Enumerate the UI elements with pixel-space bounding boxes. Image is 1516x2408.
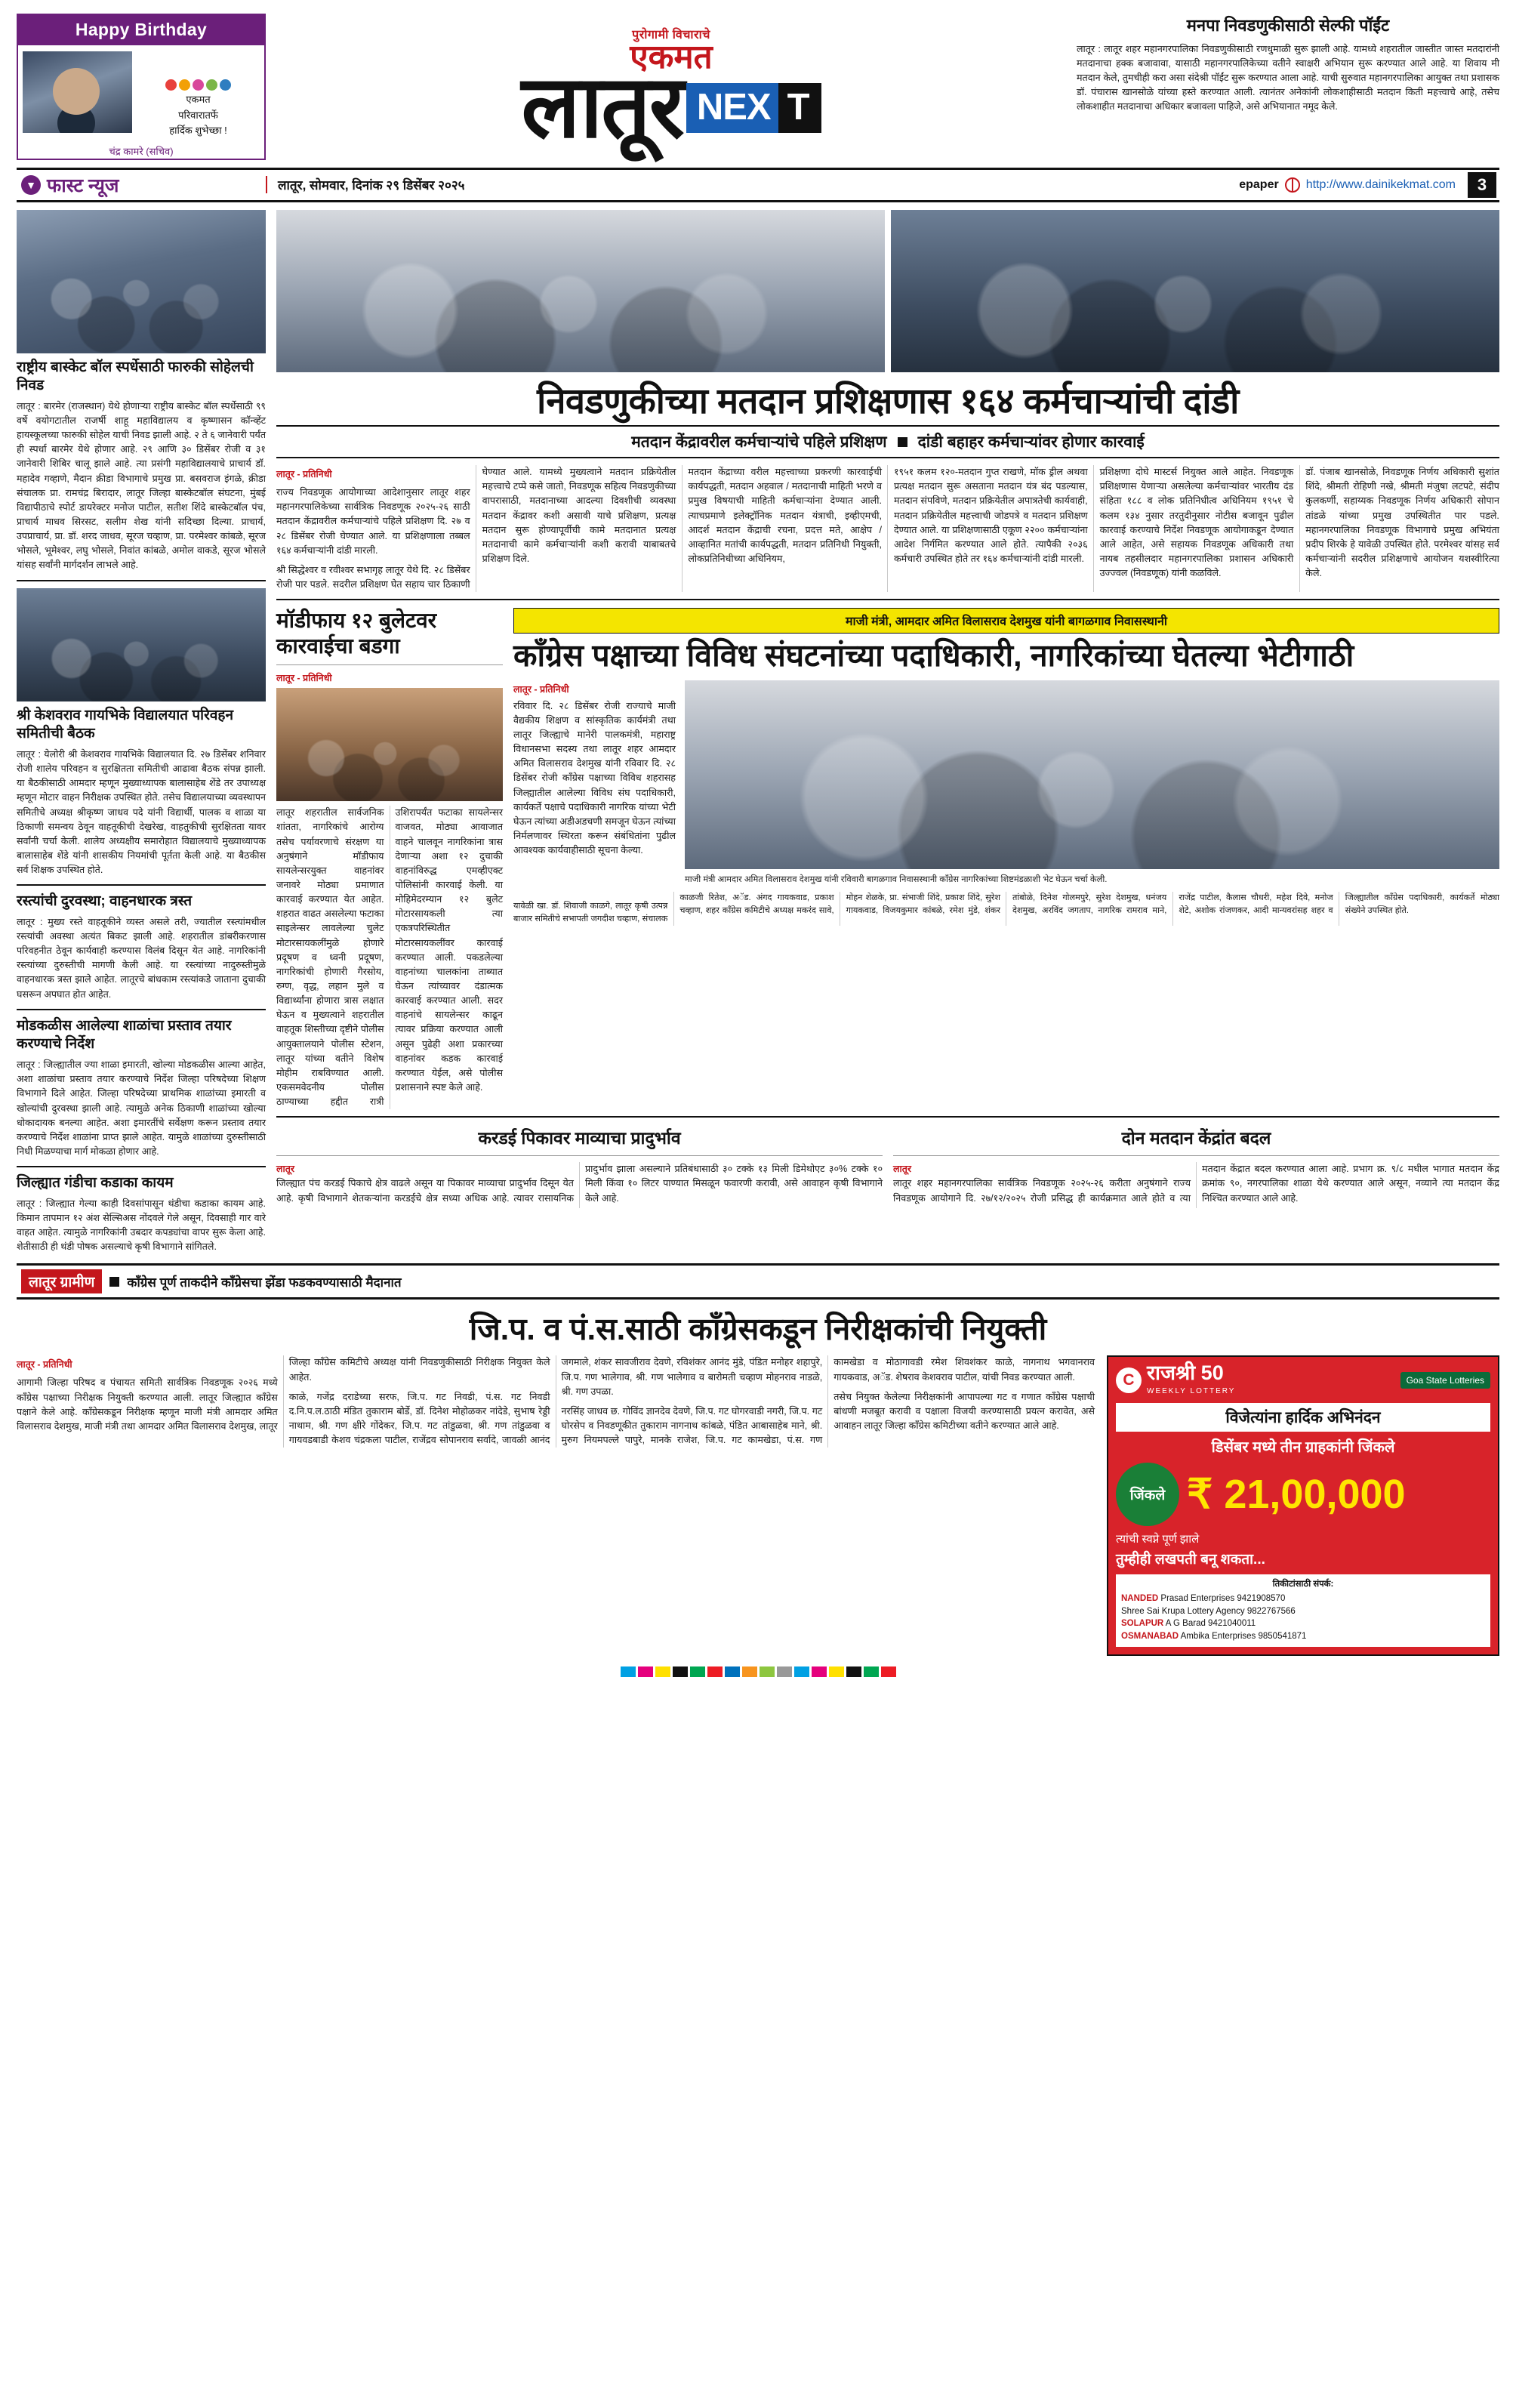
selfie-headline: मनपा निवडणुकीसाठी सेल्फी पॉईंट xyxy=(1186,16,1390,35)
left-column xyxy=(17,210,266,1255)
registration-mark-13 xyxy=(829,1666,844,1677)
karadai-byline: लातूर xyxy=(276,1164,294,1175)
lead-photo-strip xyxy=(276,210,1499,372)
registration-mark-6 xyxy=(707,1666,723,1677)
registration-mark-16 xyxy=(881,1666,896,1677)
lottery-contact-4: Ambika Enterprises 9850541871 xyxy=(1180,1632,1307,1642)
lead-para-1: राज्य निवडणूक आयोगाच्या आदेशानुसार लातूर शहर महानगरपालिकेच्या सार्वत्रिक निवडणूक २०२५-२६ साठी मतदान केंद्रावरील कर्मचाऱ्यांचे पहिले प्रशिक्षण दि. २७ व २८ डिसेंबर रोजी घेण्यात आले. या प्रशिक्षणाला तब्बल १६४ कर्मचाऱ्यांनी दांडी मारली. xyxy=(276,487,470,556)
lottery-contact-1: Prasad Enterprises 9421908570 xyxy=(1160,1594,1286,1604)
congress-names xyxy=(513,892,1499,926)
lottery-brand-icon: C xyxy=(1116,1367,1142,1393)
birthday-caption: चंद्र कामरे (सचिव) xyxy=(109,145,174,157)
congress-headline: काँग्रेस पक्षाच्या विविध संघटनांच्या पदाधिकारी, नागरिकांच्या घेतल्या भेटीगाठी xyxy=(513,638,1354,674)
lottery-win-badge: जिंकले xyxy=(1116,1463,1179,1526)
polling-center-headline: दोन मतदान केंद्रांत बदल xyxy=(1121,1128,1271,1149)
lead-subhead xyxy=(276,425,1499,458)
brand-logo xyxy=(273,14,1069,160)
lead-para-2: श्री सिद्धेश्वर व रवीश्वर सभागृह लातूर येथे दि. २८ डिसेंबर रोजी पार पडले. सदरील प्रशिक्षण घेत सहाय चार ठिकाणी घेण्यात आले. यामध्ये मुख्यत्वाने मतदान प्रक्रियेतील महत्त्वाचे टप्पे कसे जातो, निवडणूक सहित्य निवडणुकीच्या वापरासाठी, मतदानाच्या आदल्या दिवशीची व्यवस्था मतदान केंद्रावर कशी असावी याचे प्रशिक्षण, प्रत्यक्ष मतदान सुरू होण्यापूर्वीची कामे मतदानात प्रत्यक्ष मतदानाची कामे कर्मचाऱ्यांनी कशी करावी याबाबतचे प्रशिक्षण दिले. xyxy=(276,467,676,590)
next-badge xyxy=(686,81,821,135)
gramin-body xyxy=(17,1355,1095,1448)
lottery-contact-title: तिकीटांसाठी संपर्क: xyxy=(1272,1580,1334,1589)
birthday-box xyxy=(17,14,266,160)
next-badge-blue: NEX xyxy=(686,83,778,133)
square-bullet-icon xyxy=(898,437,907,447)
registration-mark-2 xyxy=(638,1666,653,1677)
lead-subhead-right: दांडी बहाहर कर्मचाऱ्यांवर होणार कारवाई xyxy=(917,433,1145,452)
left-body-5: लातूर : जिल्ह्यात गेल्या काही दिवसांपासून थंडीचा कडाका कायम आहे. किमान तापमान १२ अंश सेल्सिअस नोंदवले गेले असून, दिवसाही गार वारे वाहत आहेत. त्यामुळे नागरिकांनी उबदार कपड्यांचा वापर सुरू केला आहे. शेतीसाठी ही थंडी पोषक असल्याचे कृषी विभागाने सांगितले. xyxy=(17,1198,266,1253)
fast-news-label xyxy=(17,172,266,198)
lottery-congrats-line: विजेत्यांना हार्दिक अभिनंदन xyxy=(1116,1403,1490,1432)
next-badge-x: T xyxy=(778,83,821,133)
lottery-brand-sub: WEEKLY LOTTERY xyxy=(1147,1387,1236,1396)
karadai-body-cols xyxy=(276,1162,883,1208)
birthday-wish-line3: हार्दिक शुभेच्छा ! xyxy=(169,125,227,137)
lead-headline: निवडणुकीच्या मतदान प्रशिक्षणास १६४ कर्मचाऱ्यांची दांडी xyxy=(537,380,1239,421)
polling-center-byline: लातूर xyxy=(893,1164,911,1175)
karadai-headline: करडई पिकावर माव्याचा प्रादुर्भाव xyxy=(478,1128,681,1149)
congress-names-text: यावेळी खा. डॉ. शिवाजी काळगे, लातूर कृषी उत्पन्न बाजार समितीचे सभापती जगदीश चव्हाण, संचालक काळजी रितेश, अॅड. अंगद गायकवाड, प्रकाश चव्हाण, शहर काँग्रेस कमिटीचे अध्यक्ष मकरंद सावे, मोहन शेळके, प्रा. संभाजी शिंदे, प्रकाश शिंदे, सुरेश गायकवाड, विजयकुमार कांबळे, रमेश मुंडे, शंकर तांबोळे, दिनेश गोलमपुरे, सुरेश देशमुख, धनंजय देशमुख, अरविंद जगताप, नागरिक रामराव माने, राजेंद्र पाटील, कैलास चौधरी, महेश दिवे, मनोज शेटे, अशोक रांजणकर, आदी मान्यवरांसह शहर व जिल्ह्यातील काँग्रेस पदाधिकारी, कार्यकर्ते मोठ्या संख्येने उपस्थित होते. xyxy=(513,893,1499,924)
left-headline-4: मोडकळीस आलेल्या शाळांचा प्रस्ताव तयार करण्याचे निर्देश xyxy=(17,1017,232,1053)
goa-state-lotteries-badge: Goa State Lotteries xyxy=(1400,1372,1490,1389)
lead-subhead-left: मतदान केंद्रावरील कर्मचाऱ्यांचे पहिले प्रशिक्षण xyxy=(631,433,887,452)
registration-marks xyxy=(17,1666,1499,1682)
left-headline-5: जिल्ह्यात गंडीचा कडाका कायम xyxy=(17,1175,174,1192)
lottery-contact-3: A G Barad 9421040011 xyxy=(1165,1619,1256,1629)
lottery-subline: डिसेंबर मध्ये तीन ग्राहकांनी जिंकले xyxy=(1211,1439,1395,1457)
epaper-label: epaper xyxy=(1239,177,1279,191)
square-bullet-icon-2 xyxy=(109,1277,119,1287)
lead-byline: लातूर - प्रतिनिधी xyxy=(276,469,332,480)
registration-mark-1 xyxy=(621,1666,636,1677)
registration-mark-11 xyxy=(794,1666,809,1677)
brand-ekmat: एकमत xyxy=(630,39,713,76)
left-photo-1 xyxy=(17,210,266,353)
lottery-advertisement[interactable] xyxy=(1107,1355,1499,1655)
lead-body xyxy=(276,465,1499,592)
birthday-wish-line1: एकमत xyxy=(186,94,211,105)
gramin-para-3: नरसिंह जाधव छ. गोविंद ज्ञानदेव देवणे, जि.प. गट घोगरवाडी नगरी, जि.प. गट घोरसेप व निवडणूकीत तुकाराम नागनाथ कांबळे, पंडित आबासाहेब माने, श्री. मुरुग नियमपल्ले पापुरे, मानके राजेश, जि.प. गट कामखेडा, पं.स. गण कामखेडा व मोठागावडी रमेश शिवशंकर काळे, नागनाथ भगवानराव गायकवाड, अॅड. शेषराव केशवराव पाटील, यांची निवड करण्यात आली. xyxy=(561,1357,1095,1446)
lottery-city-3: SOLAPUR xyxy=(1121,1619,1164,1629)
lottery-brand-name: राजश्री 50 xyxy=(1147,1361,1224,1385)
polling-center-body: लातूर शहर महानगरपालिका सार्वत्रिक निवडणूक २०२५-२६ करीता अनुषंगाने राज्य निवडणूक आयोगाने दि. २७/१२/२०२५ रोजी प्रसिद्ध ही कार्यक्रमात आले होते व त्या मतदान केंद्रात बदल करण्यात आला आहे. प्रभाग क्र. ९/८ मधील भागात मतदान केंद्र क्रमांक ९०, नगरपालिका शाळा येथे करण्यात आले असून, नव्याने त्या मतदान केंद्र निश्चित करण्यात आले आहे. xyxy=(893,1164,1499,1204)
lead-para-3: मतदान केंद्राच्या वरील महत्त्वाच्या प्रकरणी कारवाईची कार्यपद्धती, मतदान अहवाल / मतदानाची माहिती भरणे व प्रमुख विषयाची माहिती कर्मचाऱ्यांना देण्यात आली. त्याचप्रमाणे इलेक्ट्रॉनिक मतदान यंत्राची, इव्हीएमची, आदर्श मतदान केंद्राची रचना, प्रदत्त मते, आक्षेप / आव्हानित मतांची कार्यपद्धती, मतदान प्रतिनिधी नियुक्ती, लोकप्रतिनिधीच्या अधिनियम, xyxy=(688,467,882,564)
gramin-para-4: तसेच नियुक्त केलेल्या निरीक्षकांनी आपापल्या गट व गणात काँग्रेस पक्षाची बांधणी मजबूत करावी व पक्षाला विजयी करण्यासाठी प्रयत्न करावेत, असे आवाहन लातूर जिल्हा काँग्रेस कमिटीच्या वतीने करण्यात आले आहे. xyxy=(833,1391,1095,1431)
date-strip xyxy=(17,168,1499,202)
modify-photo xyxy=(276,688,503,801)
brand-tagline: पुरोगामी विचाराचे xyxy=(632,29,710,42)
main-column xyxy=(276,210,1499,1255)
lottery-city-4: OSMANABAD xyxy=(1121,1632,1179,1642)
birthday-title: Happy Birthday xyxy=(18,15,264,45)
gramin-byline: लातूर - प्रतिनिधी xyxy=(17,1359,72,1370)
flower-icon xyxy=(137,51,260,91)
gramin-sub: काँग्रेस पूर्ण ताकदीने काँग्रेसचा झेंडा फडकवण्यासाठी मैदानात xyxy=(127,1275,402,1290)
modify-body-cols xyxy=(276,806,503,1109)
birthday-wish-line2: परिवारातर्फे xyxy=(178,109,218,121)
registration-mark-9 xyxy=(760,1666,775,1677)
left-photo-2 xyxy=(17,588,266,701)
masthead xyxy=(17,14,1499,160)
registration-mark-7 xyxy=(725,1666,740,1677)
lead-para-6: डॉ. पंजाब खानसोळे, निवडणूक निर्णय अधिकारी सुशांत शिंदे, श्रीमती रोहिणी नखे, श्रीमती मंजुषा लटपटे, संदीप कुलकर्णी, सहाय्यक निवडणूक निर्णय अधिकारी सोपान तांडळे यांच्या प्रमुख उपस्थितीत पार पडले. महानगरपालिका निवडणूक विभागाचे प्रमुख अभियंता प्रदीप शिरके हे यावेळी उपस्थित होते. परमेश्वर यांसह सर्व कर्मचाऱ्यांनी सदरील प्रशिक्षणाचे आयोजन यशस्वीरित्या केले. xyxy=(1305,467,1499,579)
congress-body: रविवार दि. २८ डिसेंबर रोजी राज्याचे माजी वैद्यकीय शिक्षण व सांस्कृतिक कार्यमंत्री तथा लातूर जिल्ह्याचे मानेरी पालकमंत्री, महाराष्ट्र विधानसभा सदस्य तथा लातूर शहर आमदार अमित विलासराव देशमुख यांनी रविवार दि. २८ डिसेंबर रोजी काँग्रेस पक्षाच्या विविध शहरासह जिल्ह्यातील आलेल्या विविध संघ पदाधिकारी, कार्यकर्ते पक्षाचे पदाधिकारी नागरिक यांच्या भेटी घेऊन त्यांच्या अडीअडचणी समजून घेऊन त्यांच्या निर्मलणावर स्थिरता करून संबंधितांना पुढील आवश्यक कार्यवाहीसाठी सूचना केल्या. xyxy=(513,700,676,856)
gramin-tag: लातूर ग्रामीण xyxy=(21,1269,102,1293)
congress-story xyxy=(513,608,1499,1109)
registration-mark-8 xyxy=(742,1666,757,1677)
lottery-city-1: NANDED xyxy=(1121,1594,1159,1604)
lead-para-5: प्रशिक्षणा दोघे मास्टर्स नियुक्त आले आहेत. निवडणूक प्रशिक्षणास येणाऱ्या असलेल्या कर्मचाऱ्यांवर भारतीय दंड संहिता १८८ व लोक प्रतिनिधीत्व अधिनियम १९५१ चे कलम १३४ नुसार तरतुदीनुसार नोटीस बजावून पुढील कारवाई करण्याचे निर्देश निवडणूक आयोगाकडून देण्यात आले आहेत, असे सहायक निवडणूक अधिकारी तथा नायब तहसीलदार महानगरपालिका प्रशासन अधिकारी उज्ज्वल (निवडणूक) यांनी कळविले. xyxy=(1099,467,1294,579)
modify-headline: मॉडीफाय १२ बुलेटवर कारवाईचा बडगा xyxy=(276,609,437,658)
left-body-1: लातूर : बारमेर (राजस्थान) येथे होणाऱ्या राष्ट्रीय बास्केट बॉल स्पर्धेसाठी ९९ वर्षे वयोगटातील राजर्षी शाहू महाविद्यालय व कृष्णासन कॉन्व्हेंट हायस्कूलच्या फारुकी सोहेल याची निवड झाली आहे. २ ते ६ जानेवारी पर्यंत ही स्पर्धा बारमेर येथे होणार आहे. २९ आणि ३० डिसेंबर रोजी व ३१ जानेवारी शिबिर चालू झाले आहे. त्या प्रसंगी महाविद्यालयाचे प्राचार्य डॉ. महादेव गव्हाणे, मैदान क्रीडा विभागाचे प्रमुख प्रा. बसवराज इंगळे, क्रीडा संचालक प्रा. रामचंद्र बिरादार, लातूर जिल्हा बास्केटबॉल संघटना, मुंबई विद्यापीठाचे स्पोर्ट डायरेक्टर मनोज पाटील, सतीश शिंदे बास्केटबॉल पंच, प्राचार्य माधव सिरसट, सलीम शेख यांनी सदिच्छा दिल्या. प्राचार्य, उपप्राचार्य, प्रा. डॉ. शरद जाधव, सूरज चव्हाण, प्रा. परमेश्वर कांबळे, सूरज भोसले, भूमेश्वर, लघु भोसले, निवांत कांबळे, अमोल वाकडे, सूरज भोसले यांसह सर्वांनी मार्गदर्शन लाभले आहे. xyxy=(17,400,266,571)
modify-body: लातूर शहरातील सार्वजनिक शांतता, नागरिकांचे आरोग्य तसेच पर्यावरणाचे संरक्षण या अनुषंगाने मॉडीफाय सायलेन्सरयुक्त वाहनांवर जनावरे मोठ्या प्रमाणात कारवाई करण्यात येत आहेत. शहरात वाढत असलेल्या फटाका साइलेन्सर लावलेल्या चुलेट मोटारसायकलींमुळे होणारे प्रदूषण व ध्वनी प्रदूषण, नागरिकांची होणारी गैरसोय, रुग्ण, वृद्ध, लहान मुले व विद्यार्थ्यांना होणारा त्रास लक्षात घेऊन व मुख्यत्वाने शहरातील वाहतूक शिस्तीच्या दृष्टीने पोलीस आयुक्तालयाने पोलीस स्टेशन, लातूर यांच्या वतीने विशेष मोहीम राबविण्यात आली. एकसमवेदनीय पोलीस ठाण्याच्या हद्दीत रात्री उशिरापर्यंत फटाका सायलेन्सर वाजवत, मोठ्या आवाजात वाहने चालवून नागरिकांना त्रास देणाऱ्या अशा १२ दुचाकी वाहनांविरुद्ध एमव्हीएक्ट पोलिसांनी कारवाई केली. या मोहिमेदरम्यान १२ बुलेट मोटारसायकली त्या एकत्रपरिस्थितीत मोटारसायकलींवर कारवाई करण्यात आली. पकडलेल्या वाहनांच्या चालकांना ताब्यात घेऊन त्यांच्यावर दंडात्मक कारवाई करण्यात आली. सदर वाहनांचे सायलेन्सर काढून त्यावर प्रक्रिया करण्यात आली असून पुढेही अशा प्रकारच्या वाहनांवर कडक कारवाई करण्यात येईल, असे पोलीस प्रशासनाने स्पष्ट केले आहे. xyxy=(276,807,503,1108)
lottery-note2: तुम्हीही लखपती बनू शकता... xyxy=(1116,1552,1265,1568)
left-headline-2: श्री केशवराव गायभिके विद्यालयात परिवहन समितीची बैठक xyxy=(17,707,234,742)
page-number: 3 xyxy=(1468,172,1496,198)
birthday-photo xyxy=(23,51,132,133)
karadai-story xyxy=(276,1125,883,1208)
registration-mark-4 xyxy=(673,1666,688,1677)
left-body-4: लातूर : जिल्ह्यातील ज्या शाळा इमारती, खोल्या मोडकळीस आल्या आहेत, अशा शाळांचा प्रस्ताव तयार करण्याचे निर्देश जिल्हा परिषदेच्या शिक्षण विभागाने दिले आहेत. जिल्हा परिषदेच्या प्राथमिक शाळांच्या इमारती व खोल्यांची दुरवस्था झाली आहे. त्यामुळे अनेक ठिकाणी शाळांच्या खोल्या धोकादायक बनल्या आहेत. अशा इमारतींचे सर्वेक्षण करून प्रस्ताव तयार करण्याचे निर्देश शाळांना प्राप्त झाले आहेत. यामुळे शाळांच्या दुरुस्तीसाठी निधी मिळण्याचा मार्ग मोकळा होणार आहे. xyxy=(17,1059,266,1157)
left-body-2: लातूर : येलोरी श्री केशवराव गायभिके विद्यालयात दि. २७ डिसेंबर शनिवार रोजी शालेय परिवहन व सुरक्षितता समितीची आढावा बैठक संपन्न झाली. या बैठकीसाठी आमदार म्हणून मुख्याध्यापक बालासाहेब शेंडे तर उपाध्यक्ष म्हणून मोटार वाहन निरीक्षक उपस्थित होते. तसेच विद्यालयाच्या व्यवस्थापन समितीचे अध्यक्ष श्रीकृष्ण जाधव पदे यांनी विद्यार्थी, पालक व शाळा या ठिकाणी समन्वय ठेवून वाहतूकीची देखरेख, वाहतुकीची सुरक्षितता यावर सर्वांनी चर्चा केली. शालेय अध्यक्षीय समारोहात विद्यालयाचे मुख्याध्यापक बालासाहेब शेंडे यांनी शासकीय नियमांची पूर्तता केली आहे. या बैठकीस सर्व शिक्षक उपस्थित होते. xyxy=(17,748,266,876)
left-body-3: लातूर : मुख्य रस्ते वाहतूकीने व्यस्त असले तरी, ज्यातील रस्त्यांमधील रस्त्यांची अवस्था अत्यंत बिकट झाली आहे. शहरातील डांबरीकरणास परिवहनीत ठेवून कार्यवाही करण्यास विलंब दिसून येत आहे. नागरिकांनी रस्त्यांच्या दुरुस्तीची मागणी केली आहे. या रस्त्यांच्या नादुरुस्तीमुळे वाहनधारक त्रस्त झाले आहेत. लातूरचे बांधकाम रस्त्यांकडे जाताना दुचाकी घसरून अपघात होत आहेत. xyxy=(17,916,266,1000)
lottery-note: त्यांची स्वप्ने पूर्ण झाले xyxy=(1116,1533,1200,1546)
congress-byline: लातूर - प्रतिनिधी xyxy=(513,683,569,695)
congress-caption: माजी मंत्री आमदार अमित विलासराव देशमुख यांनी रविवारी बागळगाव निवासस्थानी काँग्रेस नागरिकांच्या शिष्टमंडळाशी भेट घेऊन चर्चा केली. xyxy=(685,874,1108,884)
selfie-point-story xyxy=(1077,14,1499,160)
congress-kicker: माजी मंत्री, आमदार अमित विलासराव देशमुख यांनी बागळगाव निवासस्थानी xyxy=(513,608,1499,634)
registration-mark-3 xyxy=(655,1666,670,1677)
lead-photo-1 xyxy=(276,210,885,372)
left-headline-1: राष्ट्रीय बास्केट बॉल स्पर्धेसाठी फारुकी सोहेलची निवड xyxy=(17,359,254,394)
place-date: लातूर, सोमवार, दिनांक २९ डिसेंबर २०२५ xyxy=(266,176,1239,193)
registration-mark-5 xyxy=(690,1666,705,1677)
modify-byline: लातूर - प्रतिनिधी xyxy=(276,673,332,684)
fast-news-text: फास्ट न्यूज xyxy=(47,174,119,196)
gramin-bar xyxy=(17,1263,1499,1300)
website-url[interactable]: http://www.dainikekmat.com xyxy=(1305,177,1456,191)
polling-center-story xyxy=(893,1125,1499,1208)
registration-mark-14 xyxy=(846,1666,861,1677)
karadai-body: जिल्ह्यात पंच करडई पिकाचे क्षेत्र वाढले असून या पिकावर माव्याचा प्रादुर्भाव दिसून येत आहे. कृषी विभागाने शेतकऱ्यांना करडईचे क्षेत्र सध्या अधिक आहे. त्यावर रासायनिक प्रादुर्भाव झाला असल्याने प्रतिबंधासाठी ३० टक्के १३ मिली डिमेथोएट ३०% टक्के १० मिली किंवा १० लिटर पाण्यात मिसळून फवारणी करावी, असे आवाहन कृषी विभागाने केले आहे. xyxy=(276,1164,883,1204)
selfie-body: लातूर : लातूर शहर महानगरपालिका निवडणुकीसाठी रणधुमाळी सुरू झाली आहे. यामध्ये शहरातील जास्तीत जास्त मतदारांनी मतदानाचा हक्क बजावावा, यासाठी महानगरपालिकेच्या वतीने स्वाक्षरी अभियान सुरू करण्यात आले आहे. या शिवाय मी मतदान केले, तुमचीही करा असा संदेश्री पॉईंट सुरू करण्यात आला आहे. याची सुरुवात महानगरपालिका आयुक्त तथा प्रशासक डॉ. पंचारास खानसोळे यांच्या हस्ते करण्यात आली. त्यानंतर अनेकांनी लोकशाहीसाठी मतदान किती महत्त्वाचे आहे, तसेच लोकशाहीत मतदानाचा अधिकार बजावला पाहिजे, असे अभियानात नमूद केले. xyxy=(1077,43,1499,113)
chevron-down-icon: ▼ xyxy=(21,175,41,195)
lead-para-4: १९५१ कलम १२०-मतदान गुप्त राखणे, मॉक ड्रील अथवा प्रत्यक्ष मतदान सुरू असताना मतदान यंत्र बंद पडल्यास, मतदान संपविणे, मतदान प्रक्रियेतील अपात्रतेची कार्यवाही, मतदान प्रक्रियेतील महत्त्वाची जोडपत्रे व मतदान प्रशिक्षण देण्यात आले. या प्रशिक्षणासाठी एकूण २२०० कर्मचाऱ्यांना आदेश निर्गमित करण्यात आले होते. त्यापैकी २०३६ कर्मचारी उपस्थित होते तर १६४ कर्मचाऱ्यांनी दांडी मारली. xyxy=(893,467,1088,564)
registration-mark-12 xyxy=(812,1666,827,1677)
brand-latur: लातूर xyxy=(521,58,683,156)
lottery-amount: ₹ 21,00,000 xyxy=(1187,1472,1406,1518)
left-headline-3: रस्त्यांची दुरवस्था; वाहनधारक त्रस्त xyxy=(17,893,193,910)
registration-mark-15 xyxy=(864,1666,879,1677)
globe-icon xyxy=(1285,177,1300,193)
congress-photo xyxy=(685,680,1499,869)
gramin-para-2: काळे, गजेंद्र दराडेच्या सरफ, जि.प. गट निवडी, पं.स. गट निवडी द.नि.प.ल.ठाठी मंडित तुकाराम बोर्डे, डॉ. दिनेश मोहोळकर नांदेडे, सुभाष रेड्डी नाथाम, श्री. गण क्षीरे गोंदेकर, जि.प. गट तांडुळवा, श्री. गण तांडुळवा व गायवडबाडी केशव चंद्रकला पाटील, राजेंद्रव सोपानराव सर्वादे, जावळी आनंद जगमाले, शंकर सावजीराव देवणे, रविशंकर आनंद मुंडे, पंडित मनोहर शहापुरे, जि.प. गण भालेगाव, श्री. गण भालेगाव व बारोमती चव्हाण मोहनराव नाडळे, श्री. गण उपळा. xyxy=(288,1357,823,1446)
polling-center-body-cols xyxy=(893,1162,1499,1208)
registration-mark-10 xyxy=(777,1666,792,1677)
gramin-headline: जि.प. व पं.स.साठी काँग्रेसकडून निरीक्षकांची नियुक्ती xyxy=(469,1312,1047,1347)
lottery-contact-2: Shree Sai Krupa Lottery Agency 9822767566 xyxy=(1121,1606,1296,1616)
lead-photo-2 xyxy=(891,210,1499,372)
modify-story xyxy=(276,608,503,1109)
lottery-contacts[interactable] xyxy=(1116,1574,1490,1646)
gramin-para-1: आगामी जिल्हा परिषद व पंचायत समिती सार्वत्रिक निवडणूक २०२६ मध्ये काँग्रेस पक्षाच्या निरीक्षक नियुक्ती करण्यात आली. लातूर जिल्ह्यात काँग्रेस पक्षाने केले आहे. काँग्रेसकडून निरीक्षक म्हणून माजी मंत्री आमदार अमित विलासराव देशमुख, माजी मंत्री तथा आमदार अमित विलासराव देशमुख, लातूर जिल्हा काँग्रेस कमिटीचे अध्यक्ष यांनी निवडणुकीसाठी निरीक्षक नियुक्त केले आहेत. xyxy=(17,1357,550,1432)
